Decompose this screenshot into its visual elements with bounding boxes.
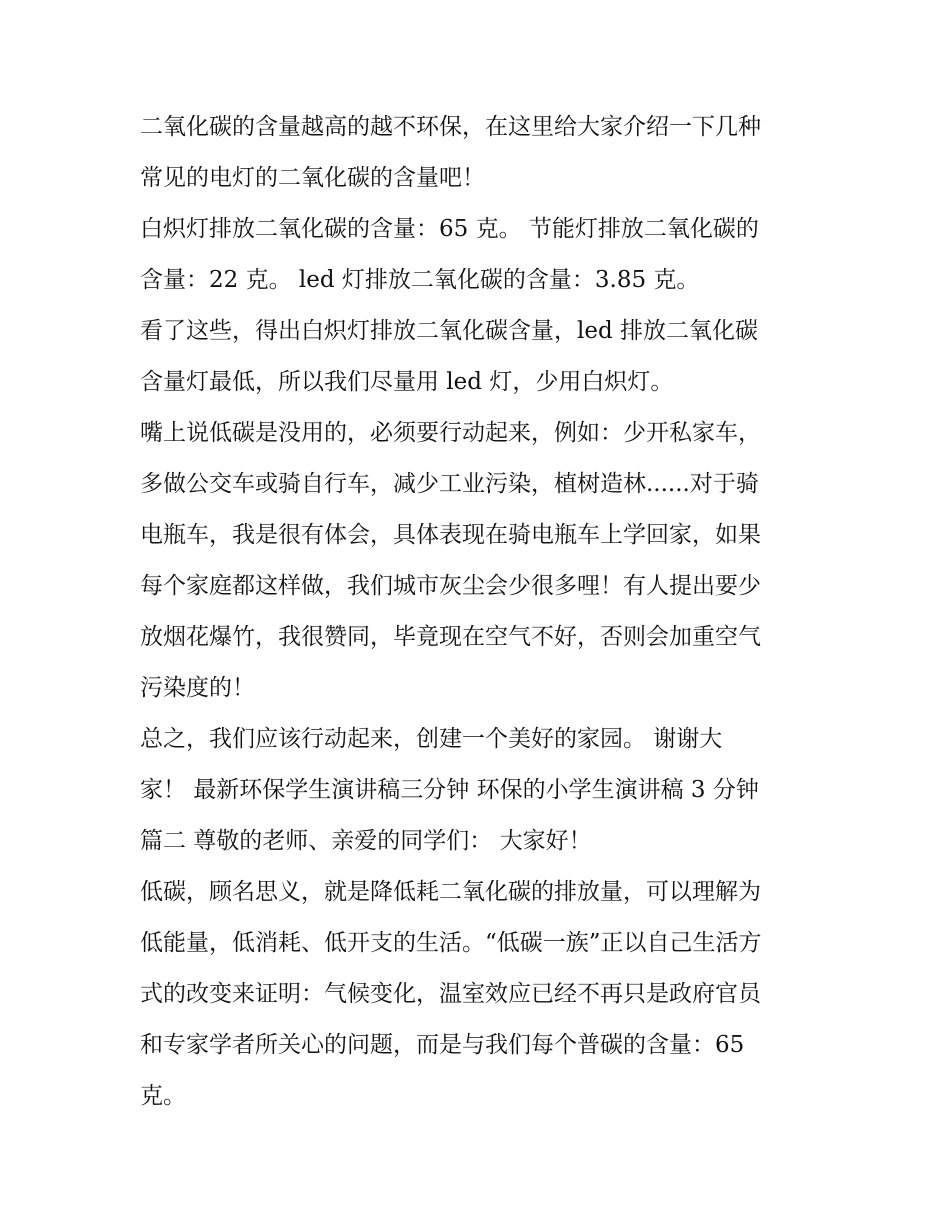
text-line: 放烟花爆竹，我很赞同，毕竟现在空气不好，否则会加重空气 (140, 624, 761, 650)
text-line: 污染度的！ (140, 675, 255, 701)
text-line: 多做公交车或骑自行车，减少工业污染，植树造林......对于骑 (140, 471, 759, 497)
text-line: 总之，我们应该行动起来，创建一个美好的家园。 谢谢大 (140, 726, 723, 752)
text-line: 篇二 尊敬的老师、亲爱的同学们： 大家好！ (140, 828, 592, 854)
text-line: 看了这些，得出白炽灯排放二氧化碳含量，led 排放二氧化碳 (140, 318, 759, 344)
text-line: 电瓶车，我是很有体会，具体表现在骑电瓶车上学回家，如果 (140, 522, 761, 548)
document-body (140, 102, 830, 1122)
text-line: 式的改变来证明：气候变化，温室效应已经不再只是政府官员 (140, 981, 761, 1007)
text-line: 含量灯最低，所以我们尽量用 led 灯，少用白炽灯。 (140, 369, 674, 395)
text-line: 和专家学者所关心的问题，而是与我们每个普碳的含量：65 (140, 1032, 745, 1058)
text-line: 每个家庭都这样做，我们城市灰尘会少很多哩！有人提出要少 (140, 573, 761, 599)
text-line: 家！ 最新环保学生演讲稿三分钟 环保的小学生演讲稿 3 分钟 (140, 777, 759, 803)
text-line: 低能量，低消耗、低开支的生活。“低碳一族”正以自己生活方 (140, 930, 762, 956)
text-line: 白炽灯排放二氧化碳的含量：65 克。 节能灯排放二氧化碳的 (140, 216, 759, 242)
text-line: 二氧化碳的含量越高的越不环保，在这里给大家介绍一下几种 (140, 114, 761, 140)
text-line: 常见的电灯的二氧化碳的含量吧！ (140, 165, 485, 191)
text-line: 低碳，顾名思义，就是降低耗二氧化碳的排放量，可以理解为 (140, 879, 761, 905)
text-line: 嘴上说低碳是没用的，必须要行动起来，例如：少开私家车， (140, 420, 761, 446)
text-line: 克。 (140, 1083, 186, 1109)
text-line: 含量：22 克。 led 灯排放二氧化碳的含量：3.85 克。 (140, 267, 700, 293)
